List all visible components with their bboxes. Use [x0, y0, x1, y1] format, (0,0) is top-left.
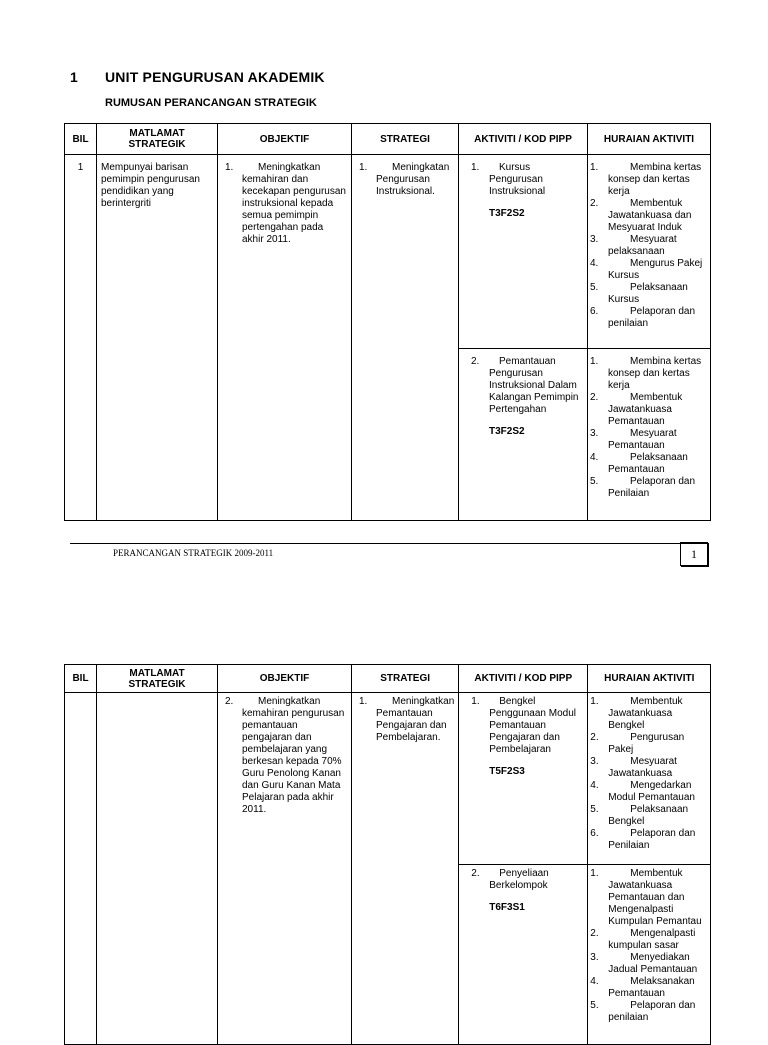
list-item: 6. Pelaporan dan Penilaian [590, 828, 696, 851]
header-aktiviti: AKTIVITI / KOD PIPP [459, 665, 588, 693]
section-subtitle: RUMUSAN PERANCANGAN STRATEGIK [105, 97, 317, 109]
list-item: 5. Pelaporan dan penilaian [590, 1000, 696, 1023]
list-item: 6. Pelaporan dan penilaian [590, 306, 696, 329]
header-objektif: OBJEKTIF [218, 124, 352, 155]
strategy-table-1 [64, 123, 711, 521]
list-item: 5. Pelaksanaan Kursus [590, 282, 688, 305]
list-item: 4. Melaksanakan Pemantauan [590, 976, 695, 999]
header-matlamat: MATLAMAT STRATEGIK [97, 665, 218, 693]
section-title: UNIT PENGURUSAN AKADEMIK [105, 69, 325, 85]
kod-pipp: T3F2S2 [489, 208, 525, 219]
header-objektif: OBJEKTIF [218, 665, 352, 693]
header-bil: BIL [65, 665, 97, 693]
aktiviti-cell: 1. Kursus Pengurusan Instruksional T3F2S2 [459, 155, 588, 349]
list-item: 2. Pengurusan Pakej [590, 732, 685, 755]
page-number: 1 [680, 542, 708, 566]
list-item: 1. Membentuk Jawatankuasa Pemantauan dan Mengenalpasti Kumpulan Pemantau [590, 868, 702, 927]
table-row [65, 155, 711, 349]
list-item: 3. Mesyuarat Pemantauan [590, 428, 677, 451]
table-header-row [65, 124, 711, 155]
list-item: 4. Pelaksanaan Pemantauan [590, 452, 688, 475]
strategi-cell: 1. Meningkatkan Pemantauan Pengajaran dan Pembelajaran. [352, 693, 459, 1045]
header-strategi: STRATEGI [352, 665, 459, 693]
table-row [65, 693, 711, 865]
header-strategi: STRATEGI [352, 124, 459, 155]
huraian-cell [588, 155, 711, 349]
bil-cell [65, 693, 97, 1045]
header-aktiviti: AKTIVITI / KOD PIPP [459, 124, 588, 155]
section-number: 1 [70, 69, 78, 85]
list-item: 5. Pelaporan dan Penilaian [590, 476, 696, 499]
list-item: 1. Membina kertas konsep dan kertas kerja [590, 162, 702, 197]
footer-divider [70, 543, 708, 544]
list-item: 3. Menyediakan Jadual Pemantauan [590, 952, 698, 975]
table-header-row [65, 665, 711, 693]
header-bil: BIL [65, 124, 97, 155]
kod-pipp: T5F2S3 [489, 766, 525, 777]
list-item: 5. Pelaksanaan Bengkel [590, 804, 689, 827]
aktiviti-cell: 1. Bengkel Penggunaan Modul Pemantauan Pengajaran dan Pembelajaran T5F2S3 [459, 693, 588, 865]
matlamat-cell: Mempunyai barisan pemimpin pengurusan pendidikan yang berintergriti [97, 155, 218, 521]
list-item: 4. Mengurus Pakej Kursus [590, 258, 703, 281]
list-item: 3. Mesyuarat Jawatankuasa [590, 756, 677, 779]
footer-text: PERANCANGAN STRATEGIK 2009-2011 [113, 548, 274, 558]
objektif-cell: 2. Meningkatkan kemahiran pengurusan pemantauan pengajaran dan pembelajaran yang berkesan kepada 70% Guru Penolong Kanan dan Guru Kanan Mata Pelajaran pada akhir 2011. [218, 693, 352, 1045]
huraian-cell [588, 693, 711, 865]
matlamat-cell [97, 693, 218, 1045]
header-huraian: HURAIAN AKTIVITI [588, 665, 711, 693]
list-item: 2. Mengenalpasti kumpulan sasar [590, 928, 696, 951]
header-matlamat: MATLAMAT STRATEGIK [97, 124, 218, 155]
list-item: 3. Mesyuarat pelaksanaan [590, 234, 677, 257]
strategy-table-2 [64, 664, 711, 1045]
huraian-cell [588, 349, 711, 521]
list-item: 2. Membentuk Jawatankuasa dan Mesyuarat Induk [590, 198, 692, 233]
strategi-cell: 1. Meningkatan Pengurusan Instruksional. [352, 155, 459, 521]
list-item: 4. Mengedarkan Modul Pemantauan [590, 780, 695, 803]
header-huraian: HURAIAN AKTIVITI [588, 124, 711, 155]
huraian-cell [588, 865, 711, 1045]
bil-cell: 1 [65, 155, 97, 521]
aktiviti-cell: 2. Penyeliaan Berkelompok T6F3S1 [459, 865, 588, 1045]
kod-pipp: T3F2S2 [489, 426, 525, 437]
list-item: 1. Membentuk Jawatankuasa Bengkel [590, 696, 683, 731]
objektif-cell: 1. Meningkatkan kemahiran dan kecekapan pengurusan instruksional kepada semua pemimpin pertengahan pada akhir 2011. [218, 155, 352, 521]
list-item: 1. Membina kertas konsep dan kertas kerja [590, 356, 702, 391]
list-item: 2. Membentuk Jawatankuasa Pemantauan [590, 392, 683, 427]
aktiviti-cell: 2. Pemantauan Pengurusan Instruksional Dalam Kalangan Pemimpin Pertengahan T3F2S2 [459, 349, 588, 521]
kod-pipp: T6F3S1 [489, 902, 525, 913]
